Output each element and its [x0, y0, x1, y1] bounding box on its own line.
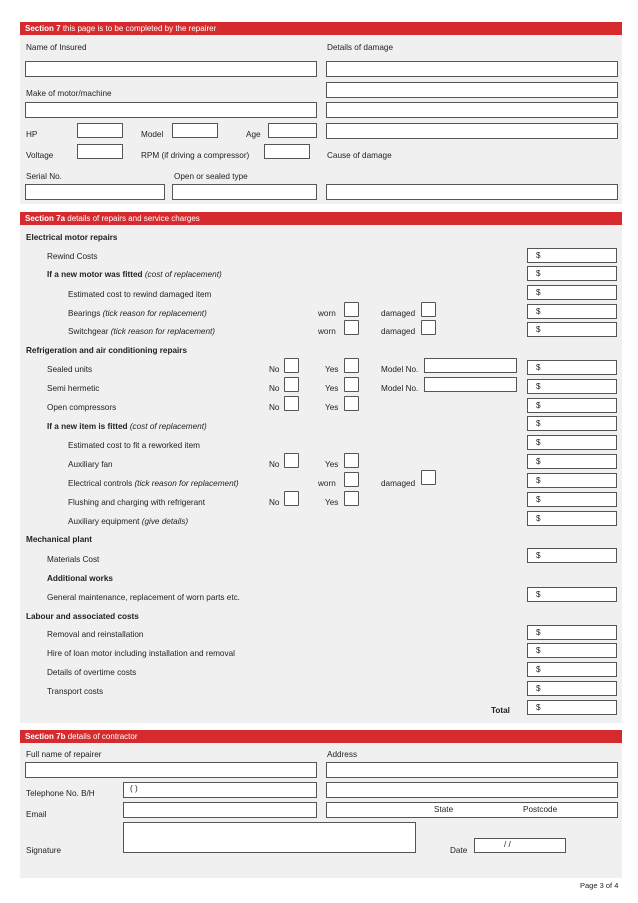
voltage-label: Voltage — [26, 151, 54, 160]
elec-damaged-checkbox[interactable] — [421, 470, 436, 485]
name-of-insured-input[interactable] — [25, 61, 317, 77]
address-label: Address — [327, 750, 358, 759]
currency-symbol: $ — [536, 551, 541, 560]
switchgear-worn-checkbox[interactable] — [344, 320, 359, 335]
full-name-label: Full name of repairer — [26, 750, 102, 759]
transport-label: Transport costs — [47, 687, 104, 696]
sealed-units-label: Sealed units — [47, 365, 93, 374]
sealed-yes-label: Yes — [325, 365, 339, 374]
currency-symbol: $ — [536, 590, 541, 599]
currency-symbol: $ — [536, 628, 541, 637]
new-item-cost-input[interactable] — [527, 416, 617, 431]
aux-equipment-text: Auxiliary equipment — [68, 517, 140, 526]
sealed-no-label: No — [269, 365, 280, 374]
currency-symbol: $ — [536, 307, 541, 316]
full-name-input[interactable] — [25, 762, 317, 778]
switchgear-damaged-checkbox[interactable] — [421, 320, 436, 335]
currency-symbol: $ — [536, 325, 541, 334]
new-item-note: (cost of replacement) — [129, 422, 207, 431]
currency-symbol: $ — [536, 514, 541, 523]
postcode-label: Postcode — [523, 805, 558, 814]
open-or-sealed-input[interactable] — [172, 184, 317, 200]
electrical-motor-repairs-heading: Electrical motor repairs — [26, 233, 118, 242]
electrical-controls-note: (tick reason for replacement) — [134, 479, 239, 488]
bearings-label — [68, 309, 207, 319]
aux-fan-label: Auxiliary fan — [68, 460, 113, 469]
elec-worn-label: worn — [318, 479, 336, 488]
email-label: Email — [26, 810, 47, 819]
section-7-header — [20, 22, 622, 35]
make-of-motor-label: Make of motor/machine — [26, 89, 112, 98]
details-of-damage-input-2[interactable] — [326, 82, 618, 98]
cause-of-damage-label: Cause of damage — [327, 151, 392, 160]
est-rewind-label: Estimated cost to rewind damaged item — [68, 290, 212, 299]
details-of-damage-input-3[interactable] — [326, 102, 618, 118]
currency-symbol: $ — [536, 495, 541, 504]
currency-symbol: $ — [536, 665, 541, 674]
materials-cost-label: Materials Cost — [47, 555, 100, 564]
new-motor-cost-input[interactable] — [527, 266, 617, 281]
date-separators: / / — [504, 840, 511, 849]
page-number: Page 3 of 4 — [580, 881, 619, 890]
elec-worn-checkbox[interactable] — [344, 472, 359, 487]
address-input-2[interactable] — [326, 782, 618, 798]
flushing-label: Flushing and charging with refrigerant — [68, 498, 205, 507]
open-no-checkbox[interactable] — [284, 396, 299, 411]
make-of-motor-input[interactable] — [25, 102, 317, 118]
model-input[interactable] — [172, 123, 218, 138]
mechanical-plant-heading: Mechanical plant — [26, 535, 92, 544]
switchgear-cost-input[interactable] — [527, 322, 617, 337]
cause-of-damage-input[interactable] — [326, 184, 618, 200]
state-postcode-input[interactable] — [326, 802, 618, 818]
elec-damaged-label: damaged — [381, 479, 416, 488]
signature-input[interactable] — [123, 822, 416, 853]
aux-fan-no-label: No — [269, 460, 280, 469]
aux-equipment-cost-input[interactable] — [527, 511, 617, 526]
currency-symbol: $ — [536, 288, 541, 297]
labour-heading: Labour and associated costs — [26, 612, 139, 621]
sealed-cost-input[interactable] — [527, 360, 617, 375]
section-7a-label: Section 7a — [25, 214, 66, 223]
telephone-input[interactable] — [123, 782, 317, 798]
new-motor-text: If a new motor was fitted — [47, 270, 143, 279]
flushing-yes-checkbox[interactable] — [344, 491, 359, 506]
age-input[interactable] — [268, 123, 317, 138]
model-label: Model — [141, 130, 164, 139]
bearings-worn-checkbox[interactable] — [344, 302, 359, 317]
open-yes-checkbox[interactable] — [344, 396, 359, 411]
address-input-1[interactable] — [326, 762, 618, 778]
aux-fan-cost-input[interactable] — [527, 454, 617, 469]
open-cost-input[interactable] — [527, 398, 617, 413]
sealed-model-label: Model No. — [381, 365, 419, 374]
additional-works-heading: Additional works — [47, 574, 113, 583]
flushing-no-label: No — [269, 498, 280, 507]
bearings-damaged-checkbox[interactable] — [421, 302, 436, 317]
semi-hermetic-label: Semi hermetic — [47, 384, 100, 393]
aux-equipment-label — [68, 517, 188, 527]
semi-no-checkbox[interactable] — [284, 377, 299, 392]
open-no-label: No — [269, 403, 280, 412]
currency-symbol: $ — [536, 401, 541, 410]
switchgear-text: Switchgear — [68, 327, 109, 336]
currency-symbol: $ — [536, 419, 541, 428]
currency-symbol: $ — [536, 703, 541, 712]
telephone-area-code: ( ) — [130, 784, 138, 793]
semi-model-input[interactable] — [424, 377, 517, 392]
hp-input[interactable] — [77, 123, 123, 138]
section-7-title: this page is to be completed by the repairer — [62, 24, 217, 33]
currency-symbol: $ — [536, 476, 541, 485]
currency-symbol: $ — [536, 382, 541, 391]
new-item-label — [47, 422, 207, 432]
details-of-damage-input-1[interactable] — [326, 61, 618, 77]
date-input[interactable] — [474, 838, 566, 853]
flushing-cost-input[interactable] — [527, 492, 617, 507]
section-7b-header — [20, 730, 622, 743]
open-or-sealed-label: Open or sealed type — [174, 172, 248, 181]
switchgear-note: (tick reason for replacement) — [110, 327, 215, 336]
serial-no-input[interactable] — [25, 184, 165, 200]
est-rewind-input[interactable] — [527, 285, 617, 300]
switchgear-label — [68, 327, 215, 337]
bearings-note: (tick reason for replacement) — [102, 309, 207, 318]
state-label: State — [434, 805, 454, 814]
flushing-yes-label: Yes — [325, 498, 339, 507]
electrical-controls-text: Electrical controls — [68, 479, 133, 488]
total-label: Total — [491, 706, 510, 715]
flushing-no-checkbox[interactable] — [284, 491, 299, 506]
section-7a-header — [20, 212, 622, 225]
section-7a-title: details of repairs and service charges — [67, 214, 200, 223]
details-of-damage-input-4[interactable] — [326, 123, 618, 139]
hire-cost-input[interactable] — [527, 643, 617, 658]
section-7b-label: Section 7b — [25, 732, 66, 741]
switchgear-damaged-label: damaged — [381, 327, 416, 336]
aux-equipment-note: (give details) — [141, 517, 189, 526]
name-of-insured-label: Name of Insured — [26, 43, 87, 52]
aux-fan-no-checkbox[interactable] — [284, 453, 299, 468]
semi-cost-input[interactable] — [527, 379, 617, 394]
rewind-costs-input[interactable] — [527, 248, 617, 263]
date-label: Date — [450, 846, 468, 855]
open-yes-label: Yes — [325, 403, 339, 412]
voltage-input[interactable] — [77, 144, 123, 159]
email-input[interactable] — [123, 802, 317, 818]
est-rework-label: Estimated cost to fit a reworked item — [68, 441, 200, 450]
bearings-damaged-label: damaged — [381, 309, 416, 318]
details-of-damage-label: Details of damage — [327, 43, 393, 52]
currency-symbol: $ — [536, 684, 541, 693]
rpm-input[interactable] — [264, 144, 310, 159]
bearings-cost-input[interactable] — [527, 304, 617, 319]
currency-symbol: $ — [536, 363, 541, 372]
semi-model-label: Model No. — [381, 384, 419, 393]
signature-label: Signature — [26, 846, 62, 855]
semi-no-label: No — [269, 384, 280, 393]
materials-cost-input[interactable] — [527, 548, 617, 563]
bearings-text: Bearings — [68, 309, 101, 318]
general-maintenance-label: General maintenance, replacement of worn parts etc. — [47, 593, 240, 602]
transport-cost-input[interactable] — [527, 681, 617, 696]
sealed-model-input[interactable] — [424, 358, 517, 373]
switchgear-worn-label: worn — [318, 327, 336, 336]
currency-symbol: $ — [536, 646, 541, 655]
section-7-label: Section 7 — [25, 24, 61, 33]
overtime-label: Details of overtime costs — [47, 668, 137, 677]
est-rework-input[interactable] — [527, 435, 617, 450]
removal-cost-input[interactable] — [527, 625, 617, 640]
currency-symbol: $ — [536, 438, 541, 447]
sealed-no-checkbox[interactable] — [284, 358, 299, 373]
rewind-costs-label: Rewind Costs — [47, 252, 98, 261]
hire-label: Hire of loan motor including installation and removal — [47, 649, 235, 658]
total-cost-input[interactable] — [527, 700, 617, 715]
general-maintenance-cost-input[interactable] — [527, 587, 617, 602]
new-item-text: If a new item is fitted — [47, 422, 128, 431]
aux-fan-yes-label: Yes — [325, 460, 339, 469]
telephone-label: Telephone No. B/H — [26, 789, 95, 798]
sealed-yes-checkbox[interactable] — [344, 358, 359, 373]
age-label: Age — [246, 130, 261, 139]
semi-yes-checkbox[interactable] — [344, 377, 359, 392]
hp-label: HP — [26, 130, 38, 139]
overtime-cost-input[interactable] — [527, 662, 617, 677]
bearings-worn-label: worn — [318, 309, 336, 318]
serial-no-label: Serial No. — [26, 172, 62, 181]
new-motor-label — [47, 270, 222, 280]
section-7b-title: details of contractor — [67, 732, 138, 741]
electrical-controls-cost-input[interactable] — [527, 473, 617, 488]
currency-symbol: $ — [536, 251, 541, 260]
rpm-label: RPM (if driving a compressor) — [141, 151, 250, 160]
semi-yes-label: Yes — [325, 384, 339, 393]
refrigeration-heading: Refrigeration and air conditioning repairs — [26, 346, 188, 355]
aux-fan-yes-checkbox[interactable] — [344, 453, 359, 468]
open-compressors-label: Open compressors — [47, 403, 117, 412]
new-motor-note: (cost of replacement) — [144, 270, 222, 279]
currency-symbol: $ — [536, 269, 541, 278]
electrical-controls-label — [68, 479, 239, 489]
currency-symbol: $ — [536, 457, 541, 466]
removal-label: Removal and reinstallation — [47, 630, 144, 639]
